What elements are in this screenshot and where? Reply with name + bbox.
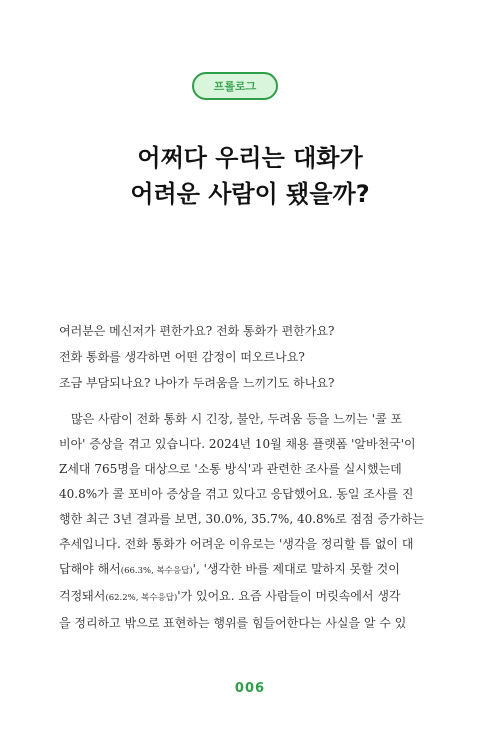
body-line: 을 정리하고 밖으로 표현하는 행위를 힘들어한다는 사실을 알 수 있	[59, 616, 407, 630]
body-line: 많은 사람이 전화 통화 시 긴장, 불안, 두려움 등을 느끼는 '콜 포	[71, 412, 403, 426]
body-line	[59, 584, 438, 611]
body-text-segment: '가 있어요. 요즘 사람들이 머릿속에서 생각	[177, 589, 401, 603]
page-title	[0, 140, 500, 212]
body-line: 행한 최근 3년 결과를 보면, 30.0%, 35.7%, 40.8%로 점점 증가하는	[59, 512, 424, 526]
title-line-2: 어려운 사람이 됐을까?	[130, 180, 370, 208]
body-text-segment: 답해야 해서	[59, 562, 121, 576]
question-line: 조금 부담되나요? 나아가 두려움을 느끼기도 하나요?	[59, 376, 335, 390]
body-line: Z세대 765명을 대상으로 '소통 방식'과 관련한 조사를 실시했는데	[59, 462, 402, 476]
body-line	[59, 557, 438, 584]
chapter-badge: 프롤로그	[192, 72, 278, 100]
body-text-segment: ', '생각한 바를 제대로 말하지 못할 것이	[192, 562, 400, 576]
body-line: 비아' 증상을 겪고 있습니다. 2024년 10월 채용 플랫폼 '알바천국'이	[59, 437, 416, 451]
body-paragraph	[59, 407, 438, 636]
survey-footnote: (66.3%, 복수응답)	[120, 566, 193, 576]
body-line: 40.8%가 콜 포비아 증상을 겪고 있다고 응답했어요. 동일 조사를 진	[59, 487, 414, 501]
page-number: 006	[234, 681, 266, 696]
question-block	[59, 318, 459, 396]
title-line-1: 어쩌다 우리는 대화가	[137, 144, 363, 172]
question-line: 전화 통화를 생각하면 어떤 감정이 떠오르나요?	[59, 350, 305, 364]
survey-footnote: (62.2%, 복수응답)	[105, 593, 178, 603]
body-line: 추세입니다. 전화 통화가 어려운 이유로는 '생각을 정리할 틈 없이 대	[59, 537, 414, 551]
question-line: 여러분은 메신저가 편한가요? 전화 통화가 편한가요?	[59, 324, 335, 338]
body-text-segment: 걱정돼서	[59, 589, 106, 603]
